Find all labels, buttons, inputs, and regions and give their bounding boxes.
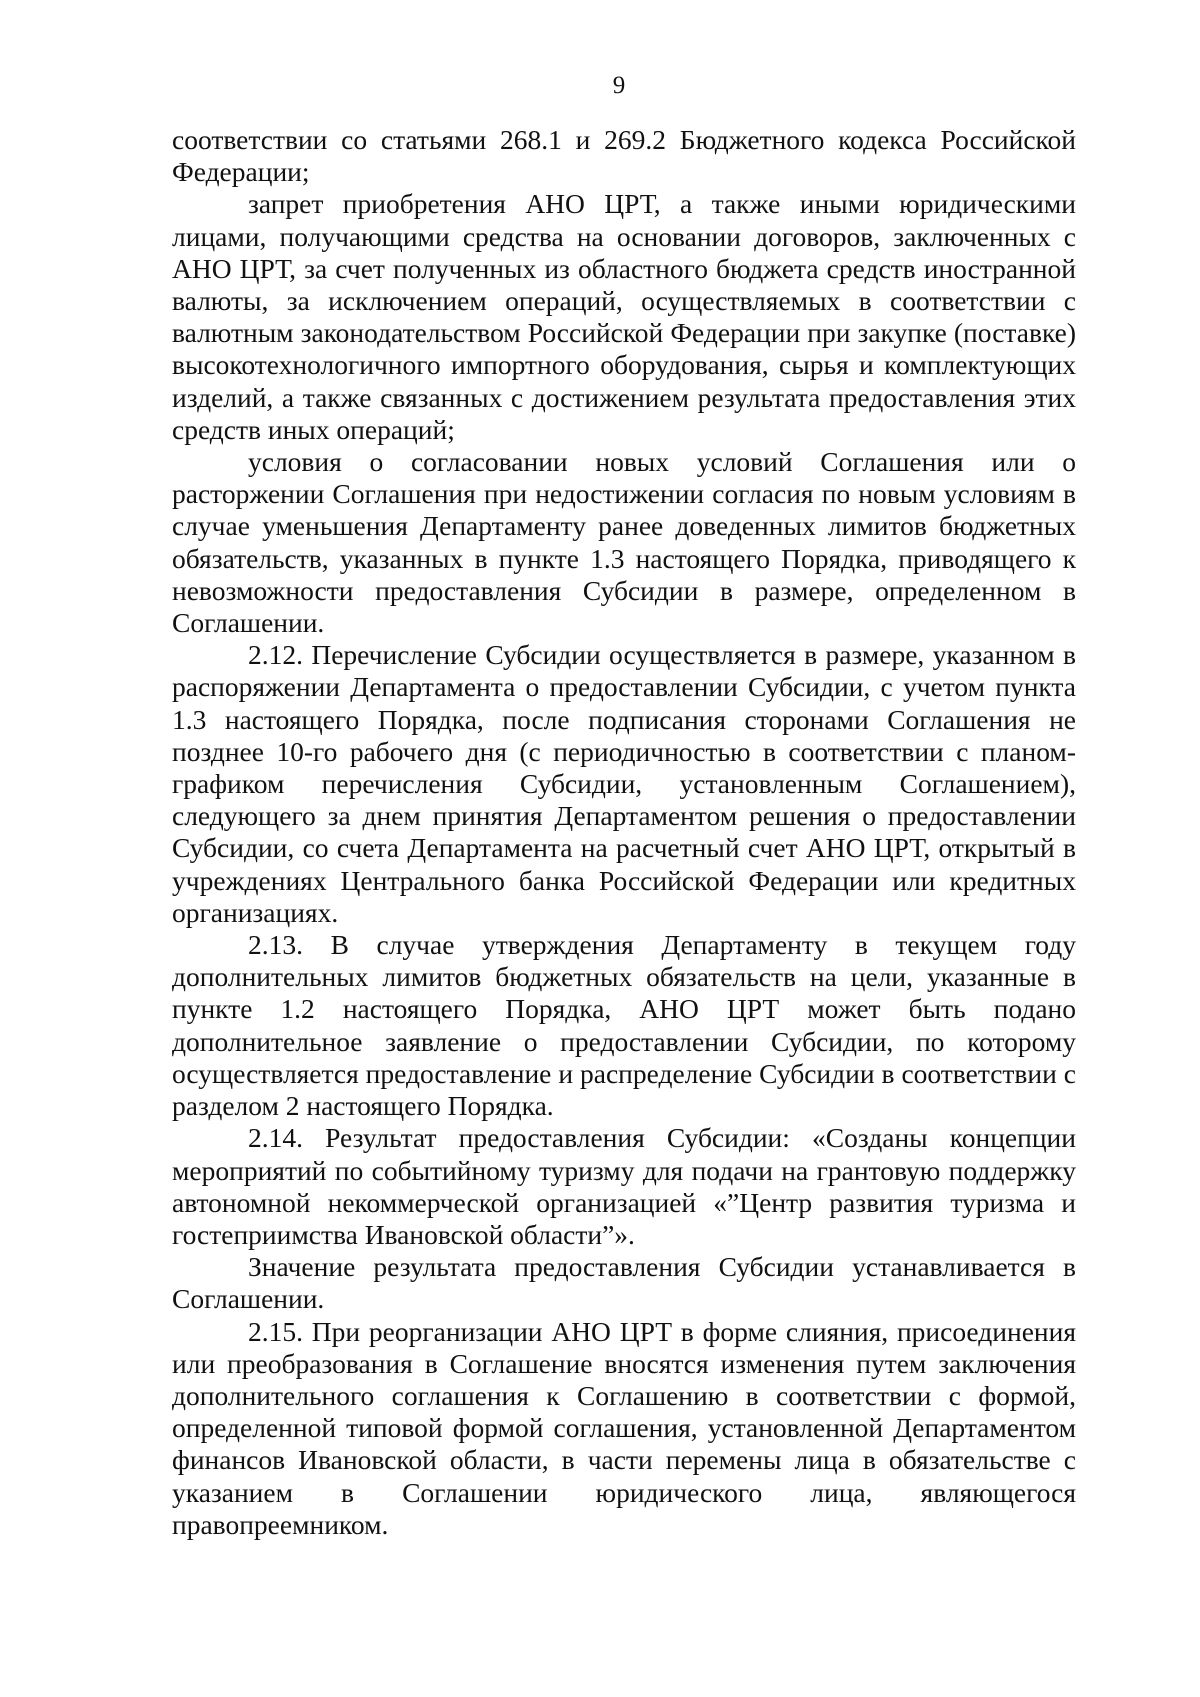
paragraph-2-14: 2.14. Результат предоставления Субсидии: «Созданы концепции мероприятий по событийному туризму для подачи на грантовую поддержку автономной некоммерческой организацией «”Центр развития туризма и гостеприимства Ивановской области”». [172,1122,1076,1250]
document-body [172,124,1076,1541]
paragraph-2-15: 2.15. При реорганизации АНО ЦРТ в форме слияния, присоединения или преобразования в Соглашение вносятся изменения путем заключения дополнительного соглашения к Соглашению в соответствии с формой, определенной типовой формой соглашения, установленной Департаментом финансов Ивановской области, в части перемены лица в обязательстве с указанием в Соглашении юридического лица, являющегося правопреемником. [172,1315,1076,1540]
page-number: 9 [612,72,626,99]
paragraph-result-value: Значение результата предоставления Субсидии устанавливается в Соглашении. [172,1251,1076,1315]
paragraph-foreign-currency-ban: запрет приобретения АНО ЦРТ, а также иными юридическими лицами, получающими средства на основании договоров, заключенных с АНО ЦРТ, за счет полученных из областного бюджета средств иностранной валюты, за исключением операций, осуществляемых в соответствии с валютным законодательством Российской Федерации при закупке (поставке) высокотехнологичного импортного оборудования, сырья и комплектующих изделий, а также связанных с достижением результата предоставления этих средств иных операций; [172,188,1076,445]
paragraph-agreement-conditions: условия о согласовании новых условий Соглашения или о расторжении Соглашения при недостижении согласия по новым условиям в случае уменьшения Департаменту ранее доведенных лимитов бюджетных обязательств, указанных в пункте 1.3 настоящего Порядка, приводящего к невозможности предоставления Субсидии в размере, определенном в Соглашении. [172,446,1076,639]
paragraph-continuation: соответствии со статьями 268.1 и 269.2 Бюджетного кодекса Российской Федерации; [172,124,1076,188]
paragraph-2-12: 2.12. Перечисление Субсидии осуществляется в размере, указанном в распоряжении Департамента о предоставлении Субсидии, с учетом пункта 1.3 настоящего Порядка, после подписания сторонами Соглашения не позднее 10-го рабочего дня (с периодичностью в соответствии с планом-графиком перечисления Субсидии, установленным Соглашением), следующего за днем принятия Департаментом решения о предоставлении Субсидии, со счета Департамента на расчетный счет АНО ЦРТ, открытый в учреждениях Центрального банка Российской Федерации или кредитных организациях. [172,639,1076,928]
paragraph-2-13: 2.13. В случае утверждения Департаменту в текущем году дополнительных лимитов бюджетных обязательств на цели, указанные в пункте 1.2 настоящего Порядка, АНО ЦРТ может быть подано дополнительное заявление о предоставлении Субсидии, по которому осуществляется предоставление и распределение Субсидии в соответствии с разделом 2 настоящего Порядка. [172,929,1076,1122]
